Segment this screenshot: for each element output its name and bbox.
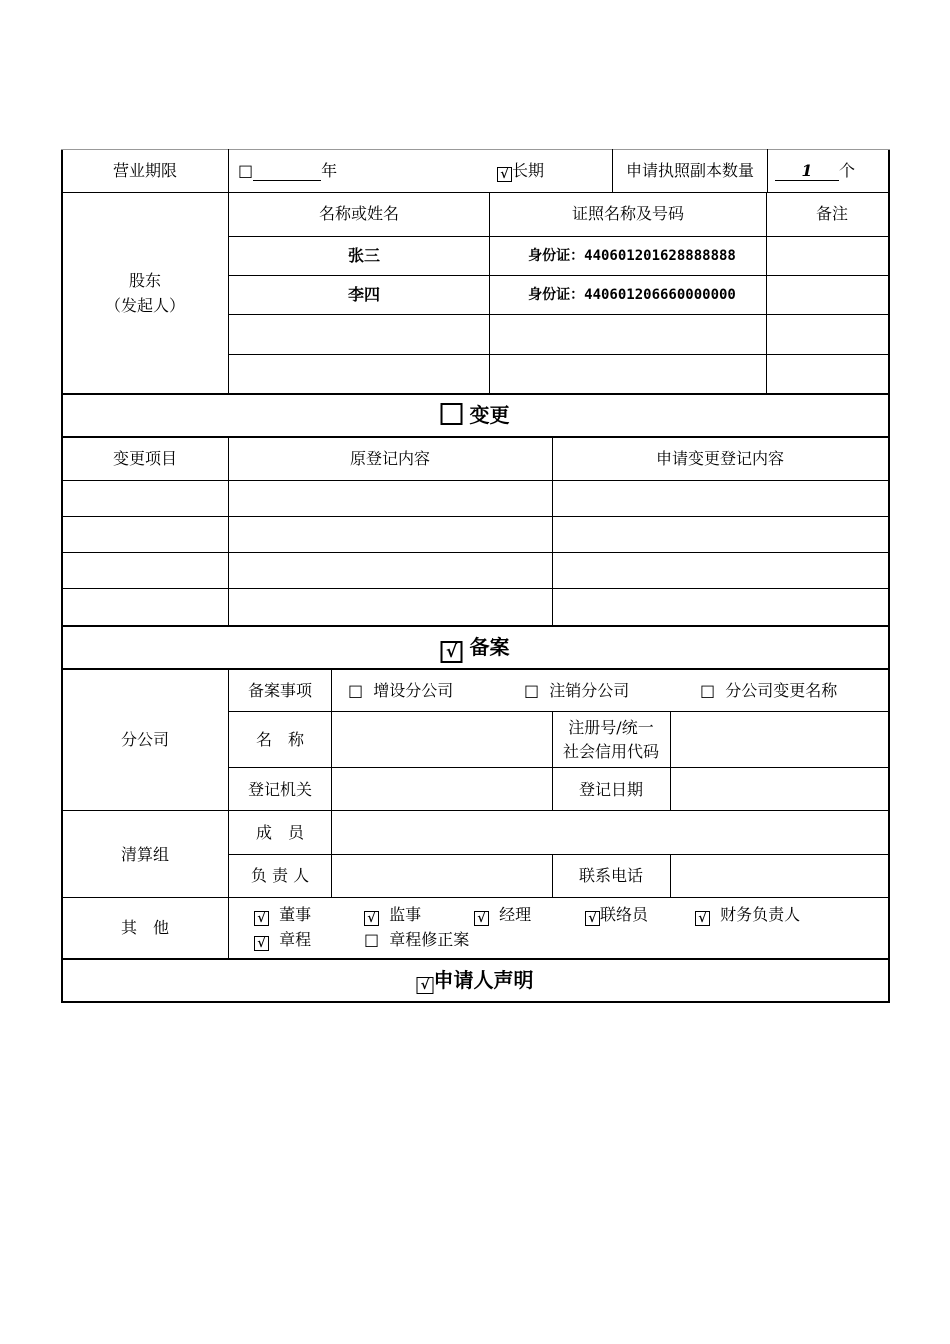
rule xyxy=(228,767,890,768)
rule xyxy=(331,668,332,897)
option-finance-officer[interactable]: √ 财务负责人 xyxy=(695,906,800,926)
filing-section-title xyxy=(441,635,510,663)
change-header-new: 申请变更登记内容 xyxy=(655,449,785,468)
rule xyxy=(61,516,890,517)
declaration-checkbox[interactable]: √ xyxy=(417,977,434,994)
declaration-section-title xyxy=(417,968,534,994)
option-manager[interactable]: √ 经理 xyxy=(474,906,531,926)
rule xyxy=(228,668,229,958)
rule xyxy=(767,149,768,192)
long-term-option xyxy=(497,162,544,182)
fixed-term-option xyxy=(238,162,337,181)
rule xyxy=(61,552,890,553)
option-cancel-branch[interactable]: □ 注销分公司 xyxy=(524,681,630,700)
change-header-original: 原登记内容 xyxy=(349,449,431,468)
rule xyxy=(61,480,890,481)
option-directors[interactable]: √ 董事 xyxy=(254,906,311,926)
liaison-checkbox[interactable]: √ xyxy=(585,911,600,926)
rule xyxy=(61,810,890,811)
change-header-item: 变更项目 xyxy=(112,449,178,468)
liquidation-label: 清算组 xyxy=(120,845,170,864)
shareholders-label: 股东 xyxy=(128,271,162,290)
rule xyxy=(228,436,229,625)
others-label: 其 他 xyxy=(120,918,170,937)
rule xyxy=(670,711,671,810)
option-articles[interactable]: √ 章程 xyxy=(254,931,311,951)
rule xyxy=(61,588,890,589)
rule xyxy=(228,236,890,237)
declaration-title: 申请人声明 xyxy=(433,968,534,992)
leader-label: 负 责 人 xyxy=(250,866,310,885)
rule xyxy=(228,711,890,712)
rule xyxy=(61,436,890,438)
add-branch-checkbox[interactable]: □ xyxy=(348,681,364,700)
rule xyxy=(670,854,671,897)
rule-top xyxy=(61,149,890,150)
change-section-title xyxy=(441,403,510,427)
fixed-term-checkbox[interactable]: □ xyxy=(238,161,254,180)
long-term-checkbox[interactable]: √ xyxy=(497,167,512,182)
rule xyxy=(612,149,613,192)
shareholders-label-sub: （发起人） xyxy=(104,296,186,315)
rule xyxy=(228,854,890,855)
filing-title: 备案 xyxy=(469,635,510,659)
filing-items-label: 备案事项 xyxy=(247,681,313,700)
rule xyxy=(552,436,553,625)
rule xyxy=(61,668,890,670)
option-supervisors[interactable]: √ 监事 xyxy=(364,906,421,926)
col-header-id: 证照名称及号码 xyxy=(571,204,685,223)
business-term-label: 营业期限 xyxy=(112,161,178,180)
rename-branch-checkbox[interactable]: □ xyxy=(700,681,716,700)
rule xyxy=(766,192,767,393)
rule xyxy=(61,393,890,395)
rule xyxy=(61,897,890,898)
option-rename-branch[interactable]: □ 分公司变更名称 xyxy=(700,681,838,700)
filing-checkbox[interactable]: √ xyxy=(441,641,463,663)
credit-code-label: 社会信用代码 xyxy=(562,742,660,761)
supervisors-checkbox[interactable]: √ xyxy=(364,911,379,926)
phone-label: 联系电话 xyxy=(578,866,644,885)
rule xyxy=(228,354,890,355)
rule xyxy=(228,314,890,315)
articles-checkbox[interactable]: √ xyxy=(254,936,269,951)
shareholder-name: 李四 xyxy=(347,285,381,304)
rule xyxy=(489,192,490,393)
change-checkbox[interactable] xyxy=(441,403,463,425)
license-copies-label: 申请执照副本数量 xyxy=(625,161,755,180)
license-copies-value[interactable]: 1 xyxy=(775,162,839,181)
authority-label: 登记机关 xyxy=(247,780,313,799)
shareholder-id: 身份证：440601206660000000 xyxy=(528,287,736,303)
option-liaison[interactable]: √ 联络员 xyxy=(585,906,648,926)
reg-no-label: 注册号/统一 xyxy=(568,718,654,737)
fixed-term-years-field[interactable] xyxy=(253,162,321,181)
change-title: 变更 xyxy=(469,403,510,427)
manager-checkbox[interactable]: √ xyxy=(474,911,489,926)
cancel-branch-checkbox[interactable]: □ xyxy=(524,681,540,700)
option-articles-amendment[interactable]: □ 章程修正案 xyxy=(364,930,470,949)
rule xyxy=(61,958,890,960)
copies-unit: 个 xyxy=(839,161,856,180)
rule xyxy=(228,149,229,393)
rule xyxy=(61,625,890,627)
col-header-note: 备注 xyxy=(815,204,849,223)
option-add-branch[interactable]: □ 增设分公司 xyxy=(348,681,454,700)
long-term-label: 长期 xyxy=(512,161,545,180)
year-unit: 年 xyxy=(321,161,338,180)
reg-date-label: 登记日期 xyxy=(578,780,644,799)
rule xyxy=(552,711,553,810)
rule xyxy=(552,854,553,897)
branch-name-label: 名 称 xyxy=(255,730,305,749)
rule xyxy=(228,275,890,276)
finance-officer-checkbox[interactable]: √ xyxy=(695,911,710,926)
branch-label: 分公司 xyxy=(120,730,170,749)
col-header-name: 名称或姓名 xyxy=(318,204,400,223)
members-label: 成 员 xyxy=(255,823,305,842)
license-copies-field xyxy=(775,162,855,181)
shareholder-name: 张三 xyxy=(347,246,381,265)
shareholder-id: 身份证：440601201628888888 xyxy=(528,248,736,264)
articles-amendment-checkbox[interactable]: □ xyxy=(364,930,380,949)
directors-checkbox[interactable]: √ xyxy=(254,911,269,926)
